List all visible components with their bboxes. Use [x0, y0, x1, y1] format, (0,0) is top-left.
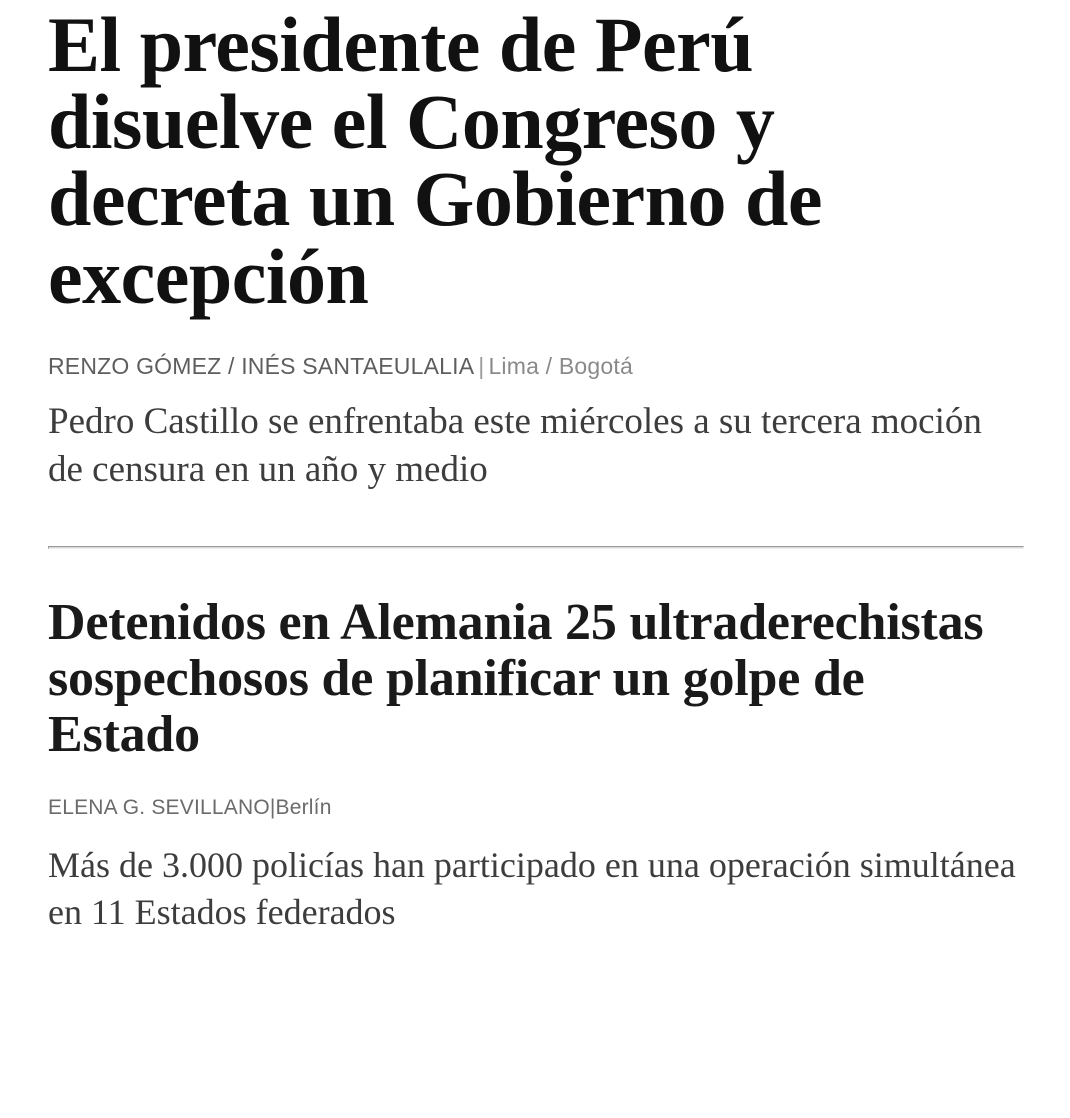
byline-place: Lima / Bogotá — [488, 352, 633, 379]
byline-authors[interactable]: ELENA G. SEVILLANO — [48, 795, 270, 819]
byline — [48, 796, 1022, 820]
byline-authors[interactable]: RENZO GÓMEZ / INÉS SANTAEULALIA — [48, 352, 475, 379]
byline-separator: | — [269, 795, 276, 819]
article-second[interactable] — [48, 549, 1022, 937]
article-headline[interactable]: Detenidos en Alemania 25 ultraderechistas sospechosos de planificar un golpe de Estado — [48, 594, 984, 764]
article-headline[interactable]: El presidente de Perú disuelve el Congreso y decreta un Gobierno de excepción — [48, 1, 823, 320]
article-standfirst: Más de 3.000 policías han participado en una operación simultánea en 11 Estados federados — [48, 844, 1016, 933]
byline — [48, 353, 1022, 380]
article-standfirst: Pedro Castillo se enfrentaba este miércoles a su tercera moción de censura en un año y medio — [48, 400, 982, 490]
byline-place: Berlín — [275, 795, 332, 819]
byline-separator: | — [478, 352, 485, 379]
article-lead[interactable] — [48, 0, 1022, 494]
